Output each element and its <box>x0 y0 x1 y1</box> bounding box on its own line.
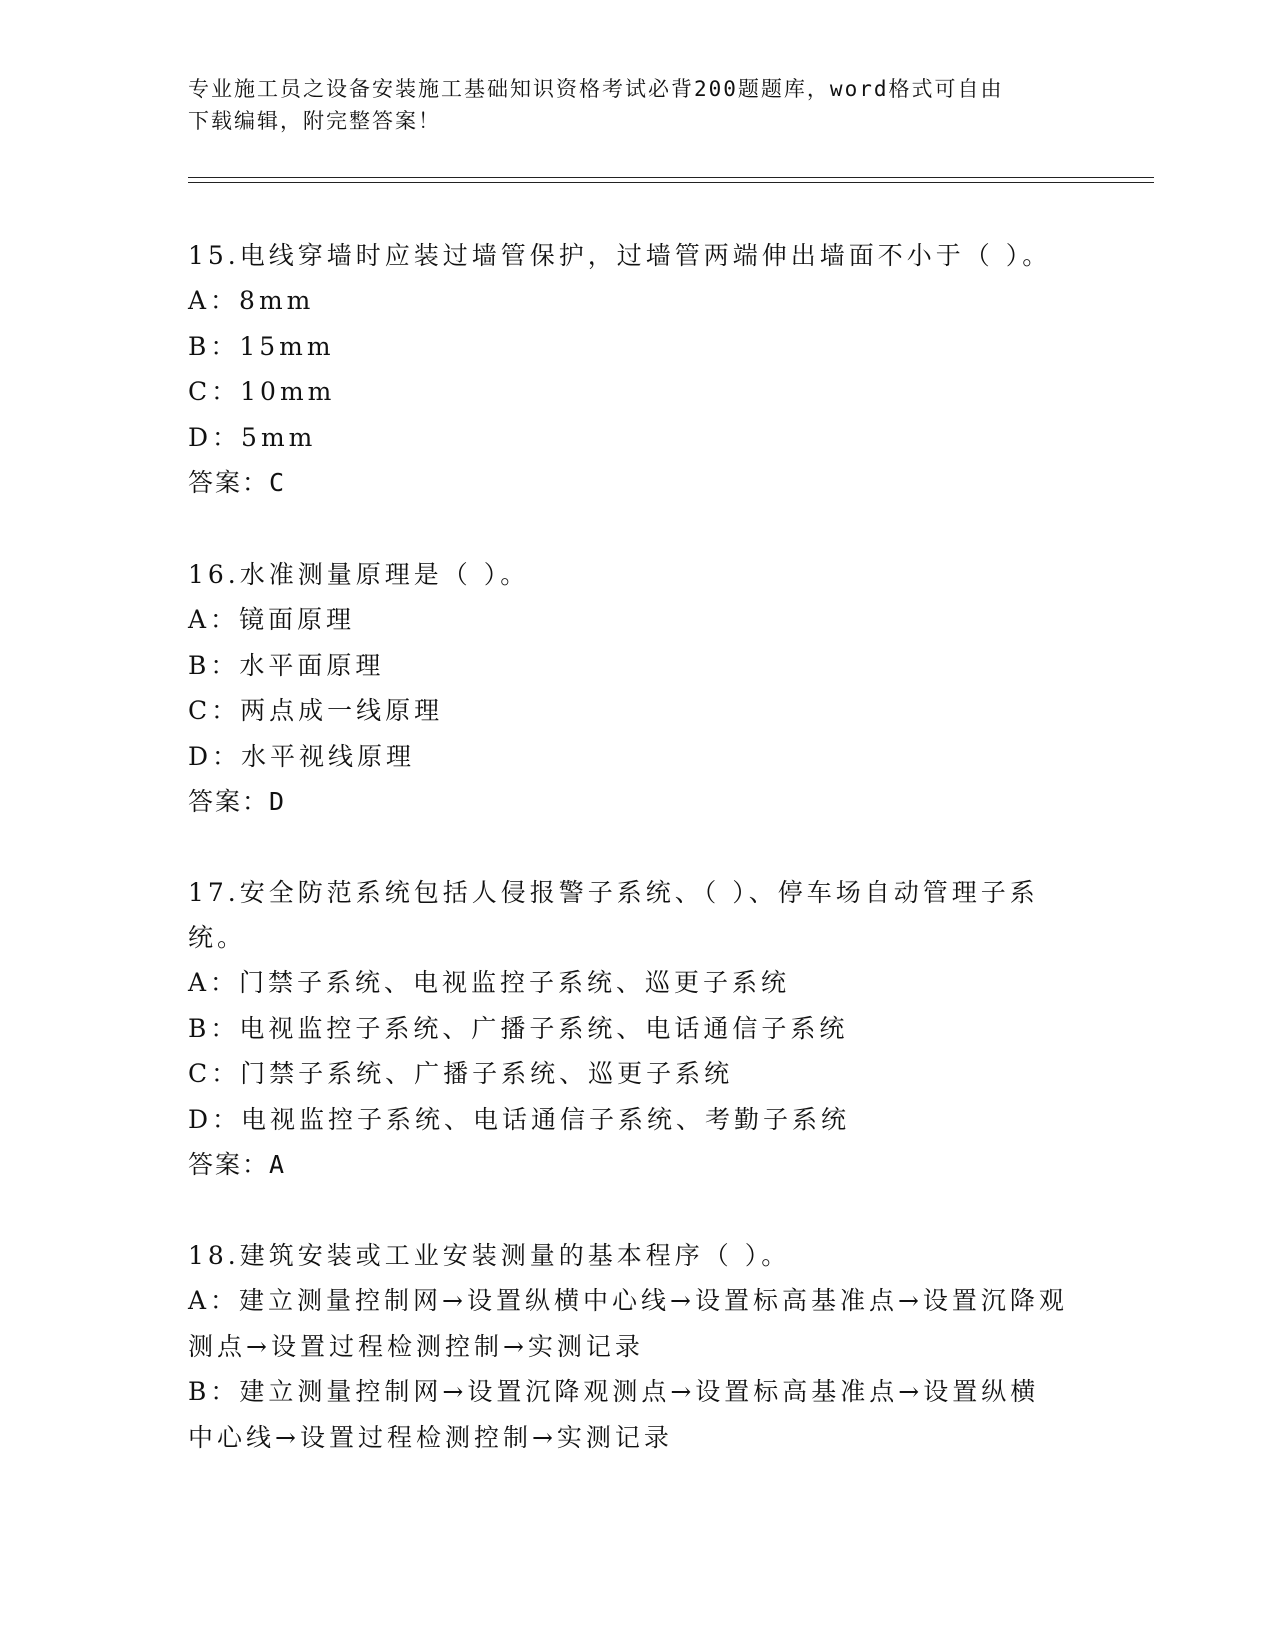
option-c: C：10mm <box>188 377 336 406</box>
header-line-2: 下载编辑，附完整答案！ <box>188 109 441 133</box>
question-15 <box>188 233 1068 505</box>
option-d: D：5mm <box>188 422 317 452</box>
option-a: A：镜面原理 <box>188 605 356 634</box>
question-stem: 17.安全防范系统包括人侵报警子系统、（ ）、停车场自动管理子系统。 <box>188 878 1039 952</box>
option-a: A：建立测量控制网→设置纵横中心线→设置标高基准点→设置沉降观测点→设置过程检测控制→实测记录 <box>188 1286 1068 1361</box>
header-divider-bottom <box>188 182 1154 183</box>
question-16 <box>188 552 1068 824</box>
question-stem: 18.建筑安装或工业安装测量的基本程序（ ）。 <box>188 1241 791 1270</box>
answer-label: 答案：A <box>188 1150 287 1179</box>
document-header <box>188 73 1068 137</box>
question-stem: 16.水准测量原理是（ ）。 <box>188 560 530 589</box>
option-a: A：8mm <box>188 286 315 315</box>
option-b: B：建立测量控制网→设置沉降观测点→设置标高基准点→设置纵横中心线→设置过程检测控制→实测记录 <box>188 1377 1040 1452</box>
answer-label: 答案：D <box>188 787 287 816</box>
option-d: D：水平视线原理 <box>188 741 416 771</box>
option-b: B：水平面原理 <box>188 650 385 680</box>
answer-label: 答案：C <box>188 468 287 497</box>
option-a: A：门禁子系统、电视监控子系统、巡更子系统 <box>188 968 791 997</box>
option-c: C：两点成一线原理 <box>188 696 444 725</box>
header-line-1: 专业施工员之设备安装施工基础知识资格考试必背200题题库，word格式可自由 <box>188 77 1004 101</box>
option-b: B：电视监控子系统、广播子系统、电话通信子系统 <box>188 1013 849 1043</box>
header-divider-top <box>188 177 1154 178</box>
option-b: B：15mm <box>188 331 335 361</box>
question-18 <box>188 1233 1068 1460</box>
question-stem: 15.电线穿墙时应装过墙管保护，过墙管两端伸出墙面不小于（ ）。 <box>188 241 1052 270</box>
question-17 <box>188 870 1068 1187</box>
option-c: C：门禁子系统、广播子系统、巡更子系统 <box>188 1059 734 1088</box>
option-d: D：电视监控子系统、电话通信子系统、考勤子系统 <box>188 1104 851 1134</box>
